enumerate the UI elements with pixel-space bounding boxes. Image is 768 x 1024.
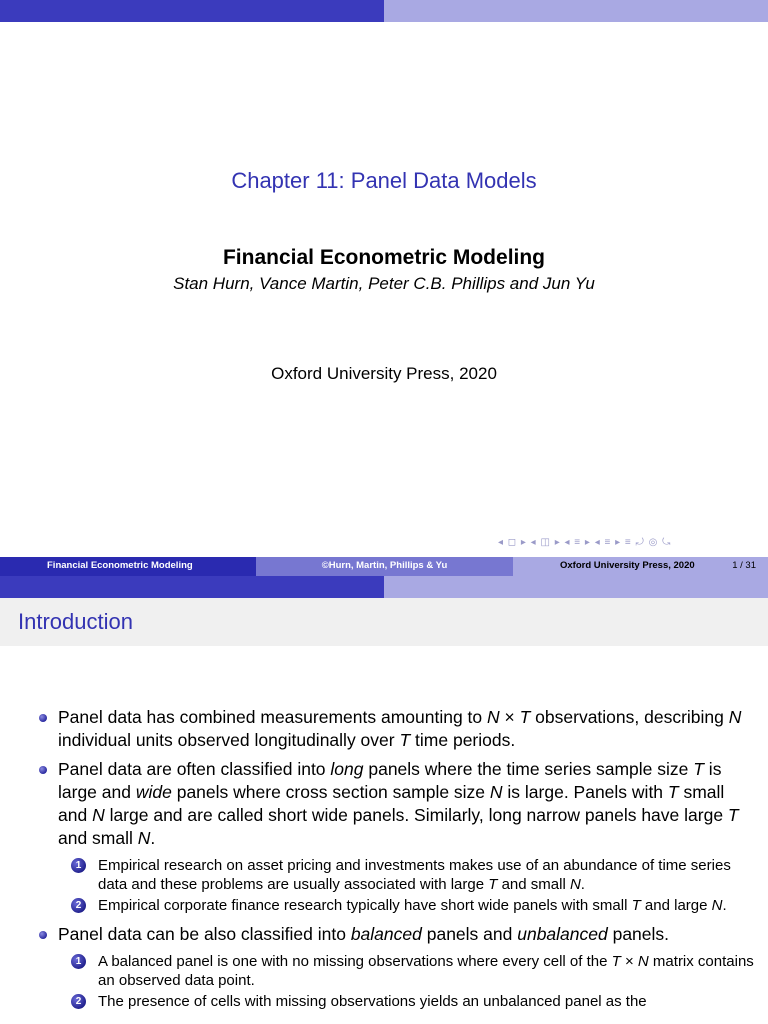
header-bar-left [0,0,384,22]
header-bar-right [384,576,768,598]
footer-right [513,557,768,576]
chapter-title: Chapter 11: Panel Data Models [231,168,537,193]
frame-title: Introduction [18,609,133,634]
bullet-icon [39,931,47,939]
bullet-text: Panel data can be also classified into balanced panels and unbalanced panels. [58,924,670,944]
sub-item-text: The presence of cells with missing observations yields an unbalanced panel as the [98,993,647,1010]
sub-item [75,952,758,990]
header-bar-left [0,576,384,598]
authors: Stan Hurn, Vance Martin, Peter C.B. Phillips and Jun Yu [173,274,595,293]
footer-left: Financial Econometric Modeling [0,557,256,576]
publisher: Oxford University Press, 2020 [271,364,497,383]
numbered-bullet-icon: 2 [71,994,86,1009]
bullet-text: Panel data are often classified into long panels where the time series sample size T is large and wide panels where cross section sample size N is large. Panels with T small and N large and are called short wide panels. Similarly, long narrow panels have large T and small N. [58,759,739,848]
bullet-text: Panel data has combined measurements amounting to N × T observations, describing N individual units observed longitudinally over T time periods. [58,707,742,750]
numbered-bullet-icon: 1 [71,954,86,969]
frame-title-bar [0,598,768,646]
sub-item [75,856,758,894]
sub-list [0,856,768,915]
header-bar-right [384,0,768,22]
beamer-navigation-icons[interactable]: ◂ ◻ ▸ ◂ ◫ ▸ ◂ ≡ ▸ ◂ ≡ ▸ ≡ ⤾ ◎ ⤿ [498,537,672,548]
header-bar [0,0,768,22]
bullet-item [58,923,748,946]
sub-item-text: Empirical corporate finance research typically have short wide panels with small T and large N. [98,897,727,914]
bullet-icon [39,714,47,722]
bullet-item [58,758,748,850]
bullet-icon [39,766,47,774]
sub-item [75,896,758,915]
book-title: Financial Econometric Modeling [222,246,546,269]
sub-list [0,952,768,1011]
introduction-slide [0,576,768,1024]
header-bar [0,576,768,598]
sub-item-text: Empirical research on asset pricing and investments makes use of an abundance of time series data and these problems are usually associated with large T and small N. [98,857,731,893]
footer-center: ©Hurn, Martin, Phillips & Yu [256,557,513,576]
sub-item [75,992,758,1011]
numbered-bullet-icon: 2 [71,898,86,913]
numbered-bullet-icon: 1 [71,858,86,873]
footer-bar [0,557,768,576]
page-number: 1 / 31 [732,560,756,571]
slide-content [0,706,768,1019]
sub-item-text: A balanced panel is one with no missing observations where every cell of the T × N matrix contains an observed data point. [98,953,754,989]
bullet-item [58,706,748,752]
footer-publisher: Oxford University Press, 2020 [560,560,695,571]
